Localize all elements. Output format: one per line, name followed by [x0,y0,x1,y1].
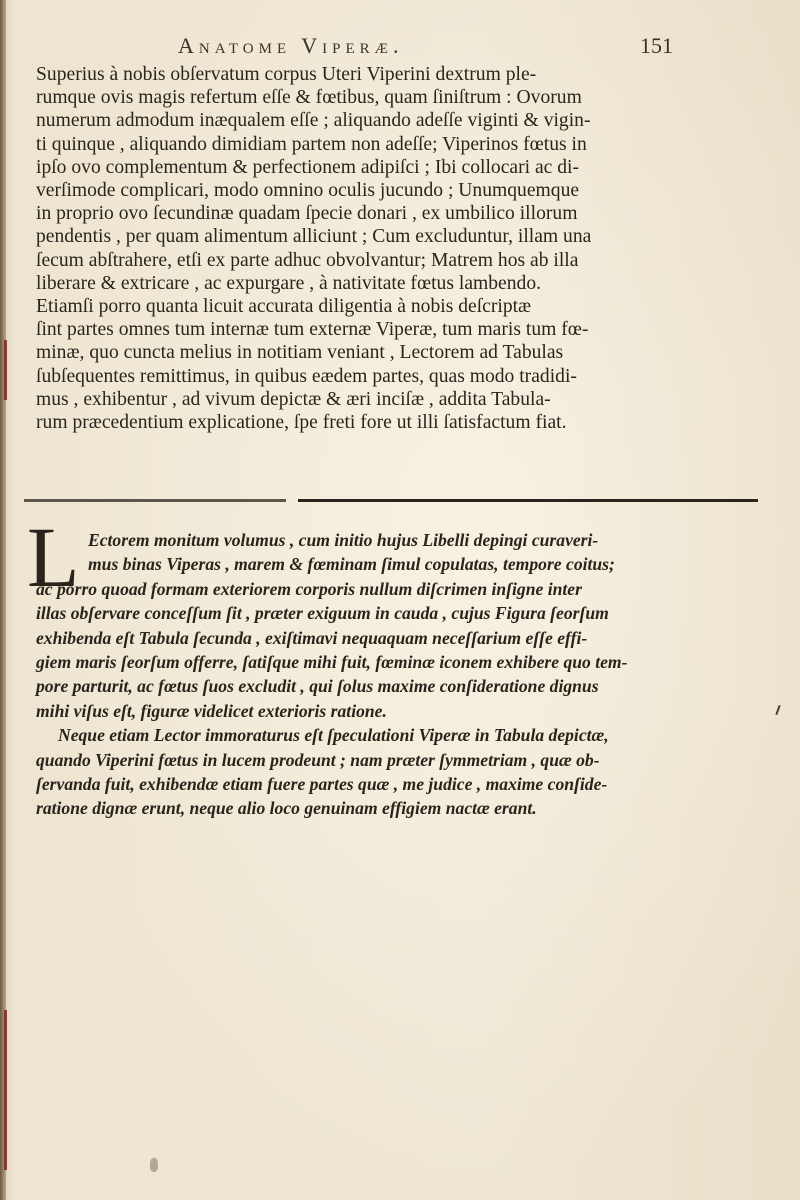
text-line: numerum admodum inæqualem eſſe ; aliquando adeſſe viginti & vigin- [36,110,591,132]
text-line: ac porro quoad formam exteriorem corporis nullum diſcrimen inſigne inter [36,578,582,599]
page-number: 151 [640,33,673,58]
text-line: Superius à nobis obſervatum corpus Uteri Viperini dextrum ple- [36,64,537,85]
drop-capital: L [27,509,80,605]
page-header [0,33,800,67]
text-line: mus , exhibentur , ad vivum depictæ & æri inciſæ , addita Tabula- [36,388,551,410]
text-line: rum præcedentium explicatione, ſpe freti fore ut illi ſatisfactum fiat. [36,412,567,434]
text-line: in proprio ovo ſecundinæ quadam ſpecie donari , ex umbilico illorum [36,203,578,225]
text-line: ti quinque , aliquando dimidiam partem non adeſſe; Viperinos fœtus in [36,133,587,155]
text-line: quando Viperini fœtus in lucem prodeunt ; nam præter ſymmetriam , quæ ob- [36,749,600,770]
text-line: liberare & extricare , ac expurgare , à nativitate fœtus lambendo. [36,272,542,294]
roman-text-block [36,63,766,434]
binding-mark [4,340,7,400]
text-line: minæ, quo cuncta melius in notitiam veniant , Lectorem ad Tabulas [36,342,564,364]
text-line: pendentis , per quam alimentum alliciunt ; Cum excluduntur, illam una [36,226,592,248]
text-line: ſint partes omnes tum internæ tum externæ Viperæ, tum maris tum fœ- [36,319,589,341]
paper-speck [150,1158,158,1172]
text-line: pore parturit, ac fœtus ſuos excludit , qui ſolus maxime conſideratione dignus [36,676,599,697]
text-line: Etiamſi porro quanta licuit accurata diligentia à nobis deſcriptæ [36,296,532,318]
text-line: giem maris ſeorſum offerre, ſatiſque mihi fuit, fœminæ iconem exhibere quo tem- [36,652,628,673]
text-line: exhibenda eſt Tabula ſecunda , exiſtimavi nequaquam neceſſarium eſſe effi- [36,627,588,648]
section-rule-right [298,499,758,502]
text-line: verſimode complicari, modo omnino oculis jucundo ; Unumquemque [36,180,580,202]
italic-text-block [36,528,776,821]
text-line: ipſo ovo complementum & perfectionem adipiſci ; Ibi collocari ac di- [36,156,580,178]
section-rule-left [24,499,286,502]
text-line: mihi viſus eſt, figuræ videlicet exterioris ratione. [36,700,387,721]
text-line: Neque etiam Lector immoraturus eſt ſpeculationi Viperæ in Tabula depictæ, [58,725,609,746]
text-line: illas obſervare conceſſum ſit , præter exiguum in cauda , cujus Figura ſeorſum [36,603,609,624]
text-line: ratione dignæ erunt, neque alio loco genuinam effigiem nactæ erant. [36,798,537,819]
running-title: Anatome Viperæ. [178,33,404,58]
text-line: Ectorem monitum volumus , cum initio hujus Libelli depingi curaveri- [88,530,599,550]
text-line: ſecum abſtrahere, etſi ex parte adhuc obvolvantur; Matrem hos ab illa [36,249,579,271]
text-line: mus binas Viperas , marem & fœminam ſimul copulatas, tempore coitus; [88,554,615,575]
binding-mark [4,1010,7,1170]
text-line: ſubſequentes remittimus, in quibus eædem partes, quas modo tradidi- [36,365,577,387]
text-line: rumque ovis magis refertum eſſe & fœtibus, quam ſiniſtrum : Ovorum [36,87,582,109]
margin-mark [775,705,780,715]
text-line: ſervanda fuit, exhibendæ etiam fuere partes quæ , me judice , maxime conſide- [36,774,608,795]
